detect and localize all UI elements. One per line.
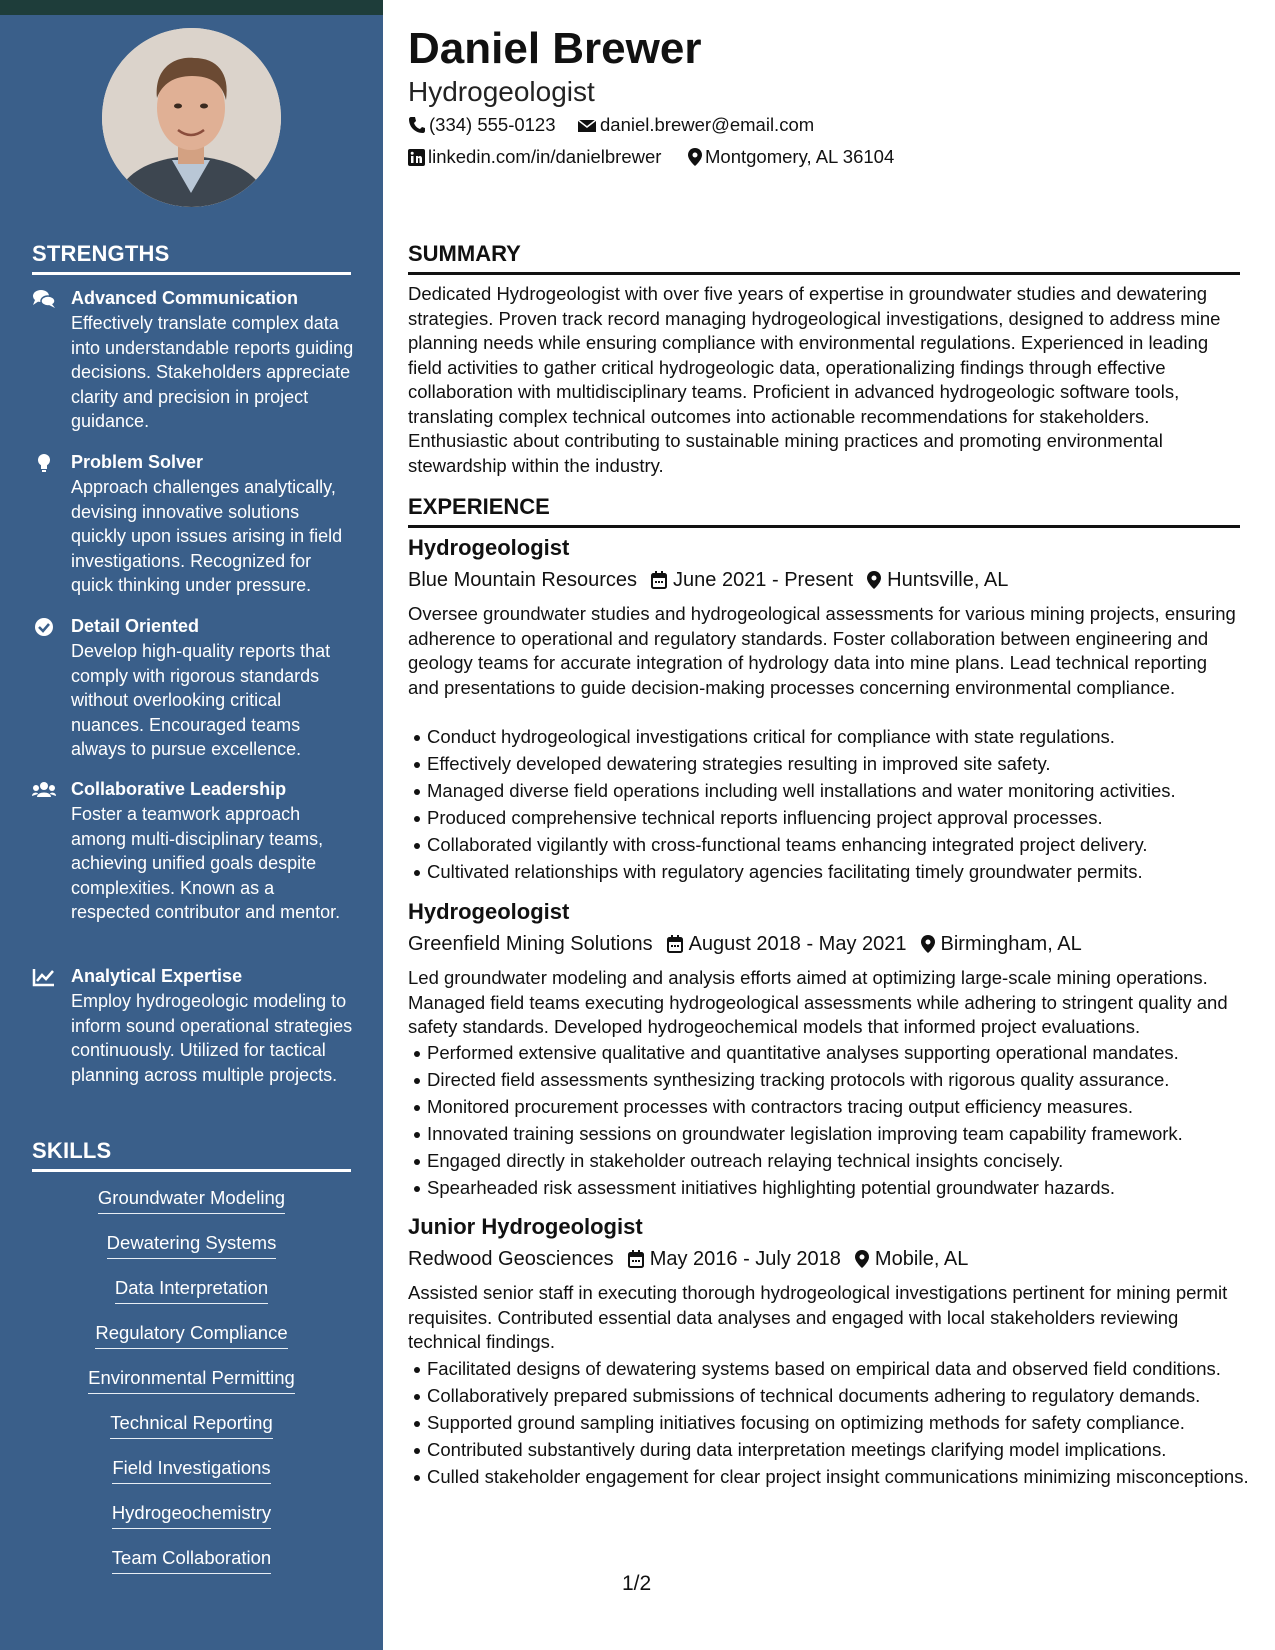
users-icon (32, 780, 56, 800)
envelope-icon (577, 118, 597, 134)
job-title: Hydrogeologist (408, 535, 570, 560)
profile-photo (102, 28, 281, 207)
job-description: Assisted senior staff in executing thorough hydrogeological investigations pertinent for mining permit requisites. Contributed essential data analyses and engaged with local stakeholders reviewing technical findings. (408, 1282, 1228, 1352)
skills-heading: SKILLS (32, 1138, 351, 1172)
location-contact: Montgomery, AL 36104 (688, 145, 894, 169)
calendar-icon (628, 1250, 644, 1268)
phone-icon (408, 116, 426, 134)
strength-title: Problem Solver (71, 452, 204, 472)
job-location: Huntsville, AL (887, 569, 1009, 591)
list-item: Supported ground sampling initiatives focusing on optimizing methods for safety compliance. (427, 1411, 1259, 1436)
strength-title: Collaborative Leadership (71, 779, 287, 799)
skill-tag: Dewatering Systems (0, 1231, 383, 1259)
list-item: Culled stakeholder engagement for clear project insight communications minimizing misconceptions. (427, 1465, 1259, 1490)
candidate-role: Hydrogeologist (408, 76, 595, 107)
list-item: Effectively developed dewatering strategies resulting in improved site safety. (427, 752, 1259, 777)
job-dates: May 2016 - July 2018 (649, 1248, 841, 1270)
list-item: Facilitated designs of dewatering systems based on empirical data and observed field conditions. (427, 1357, 1259, 1382)
skill-tag: Regulatory Compliance (0, 1321, 383, 1349)
calendar-icon (651, 571, 667, 589)
list-item: Conduct hydrogeological investigations critical for compliance with state regulations. (427, 725, 1259, 750)
experience-heading: EXPERIENCE (408, 494, 1240, 528)
job-dates: August 2018 - May 2021 (688, 933, 907, 955)
page-number: 1/2 (622, 1572, 652, 1595)
map-pin-icon (855, 1250, 869, 1268)
job-company: Blue Mountain Resources (408, 569, 638, 591)
strength-description: Develop high-quality reports that comply with rigorous standards without overlooking critical nuances. Encouraged teams always to pursue excellence. (71, 641, 331, 759)
skill-tag: Field Investigations (0, 1456, 383, 1484)
list-item: Engaged directly in stakeholder outreach relaying technical insights concisely. (427, 1149, 1259, 1174)
calendar-icon (667, 935, 683, 953)
map-pin-icon (867, 571, 881, 589)
skill-tag: Data Interpretation (0, 1276, 383, 1304)
candidate-name: Daniel Brewer (408, 24, 702, 73)
job-bullets (408, 1041, 1259, 1203)
job-meta (408, 931, 1082, 957)
strength-description: Effectively translate complex data into understandable reports guiding decisions. Stakeholders appreciate clarity and precision in project guidance. (71, 313, 354, 431)
job-company: Greenfield Mining Solutions (408, 933, 653, 955)
list-item: Collaborated vigilantly with cross-functional teams enhancing integrated project delivery. (427, 833, 1259, 858)
strength-description: Approach challenges analytically, devising innovative solutions quickly upon issues arising in field investigations. Recognized for quick thinking under pressure. (71, 477, 343, 595)
chart-line-icon (32, 967, 56, 987)
map-pin-icon (688, 148, 702, 166)
job-location: Mobile, AL (874, 1248, 969, 1270)
sidebar-top-bar (0, 0, 383, 15)
job-title: Junior Hydrogeologist (408, 1214, 643, 1239)
job-description: Led groundwater modeling and analysis efforts aimed at optimizing large-scale mining operations. Managed field teams executing hydrogeological assessments while adhering to stringent quality and safety standards. Developed hydrogeochemical models that informed project evaluations. (408, 967, 1228, 1037)
strength-title: Advanced Communication (71, 288, 299, 308)
job-meta (408, 567, 1008, 593)
strength-title: Detail Oriented (71, 616, 200, 636)
job-company: Redwood Geosciences (408, 1248, 614, 1270)
strengths-heading: STRENGTHS (32, 241, 351, 275)
skill-tag: Groundwater Modeling (0, 1186, 383, 1214)
list-item: Collaboratively prepared submissions of technical documents adhering to regulatory demands. (427, 1384, 1259, 1409)
strength-description: Foster a teamwork approach among multi-disciplinary teams, achieving unified goals despite complexities. Known as a respected contributor and mentor. (71, 804, 341, 922)
list-item: Managed diverse field operations including well installations and water monitoring activities. (427, 779, 1259, 804)
map-pin-icon (921, 935, 935, 953)
skill-tag: Team Collaboration (0, 1546, 383, 1574)
job-dates: June 2021 - Present (673, 569, 854, 591)
email-contact[interactable]: daniel.brewer@email.com (577, 113, 814, 137)
comments-icon (32, 289, 56, 309)
summary-text: Dedicated Hydrogeologist with over five years of expertise in groundwater studies and dewatering strategies. Proven track record managing hydrogeological investigations, designed to address mine planning needs while ensuring compliance with environmental regulations. Experienced in leading field activities to gather critical hydrogeologic data, operationalizing findings through effective collaboration with multidisciplinary teams. Proficient in advanced hydrogeologic software tools, translating complex technical outcomes into actionable recommendations for stakeholders. Enthusiastic about contributing to sustainable mining practices and promoting environmental stewardship within the industry. (408, 283, 1221, 476)
list-item: Directed field assessments synthesizing tracking protocols with rigorous quality assurance. (427, 1068, 1259, 1093)
job-meta (408, 1246, 968, 1272)
job-bullets (408, 725, 1259, 887)
strength-title: Analytical Expertise (71, 966, 243, 986)
strength-description: Employ hydrogeologic modeling to inform sound operational strategies continuously. Utilized for tactical planning across multiple projects. (71, 991, 353, 1085)
list-item: Contributed substantively during data interpretation meetings clarifying model implications. (427, 1438, 1259, 1463)
summary-heading: SUMMARY (408, 241, 1240, 275)
list-item: Spearheaded risk assessment initiatives highlighting potential groundwater hazards. (427, 1176, 1259, 1201)
job-location: Birmingham, AL (940, 933, 1082, 955)
job-title: Hydrogeologist (408, 899, 570, 924)
list-item: Monitored procurement processes with contractors tracing output efficiency measures. (427, 1095, 1259, 1120)
list-item: Produced comprehensive technical reports influencing project approval processes. (427, 806, 1259, 831)
job-bullets (408, 1357, 1259, 1492)
phone-contact[interactable]: (334) 555-0123 (408, 113, 556, 137)
sidebar (0, 0, 383, 1650)
list-item: Innovated training sessions on groundwater legislation improving team capability framework. (427, 1122, 1259, 1147)
skill-tag: Hydrogeochemistry (0, 1501, 383, 1529)
list-item: Cultivated relationships with regulatory agencies facilitating timely groundwater permits. (427, 860, 1259, 885)
linkedin-contact[interactable]: linkedin.com/in/danielbrewer (408, 145, 661, 169)
linkedin-icon (408, 149, 425, 166)
skill-tag: Environmental Permitting (0, 1366, 383, 1394)
skill-tag: Technical Reporting (0, 1411, 383, 1439)
lightbulb-icon (32, 453, 56, 473)
list-item: Performed extensive qualitative and quantitative analyses supporting operational mandates. (427, 1041, 1259, 1066)
job-description: Oversee groundwater studies and hydrogeological assessments for various mining projects, ensuring adherence to operational and regulatory standards. Foster collaboration between engineering and geology teams for accurate integration of hydrology data into mine plans. Lead technical reporting and presentations to guide decision-making processes concerning environmental compliance. (408, 603, 1236, 698)
check-circle-icon (32, 617, 56, 637)
